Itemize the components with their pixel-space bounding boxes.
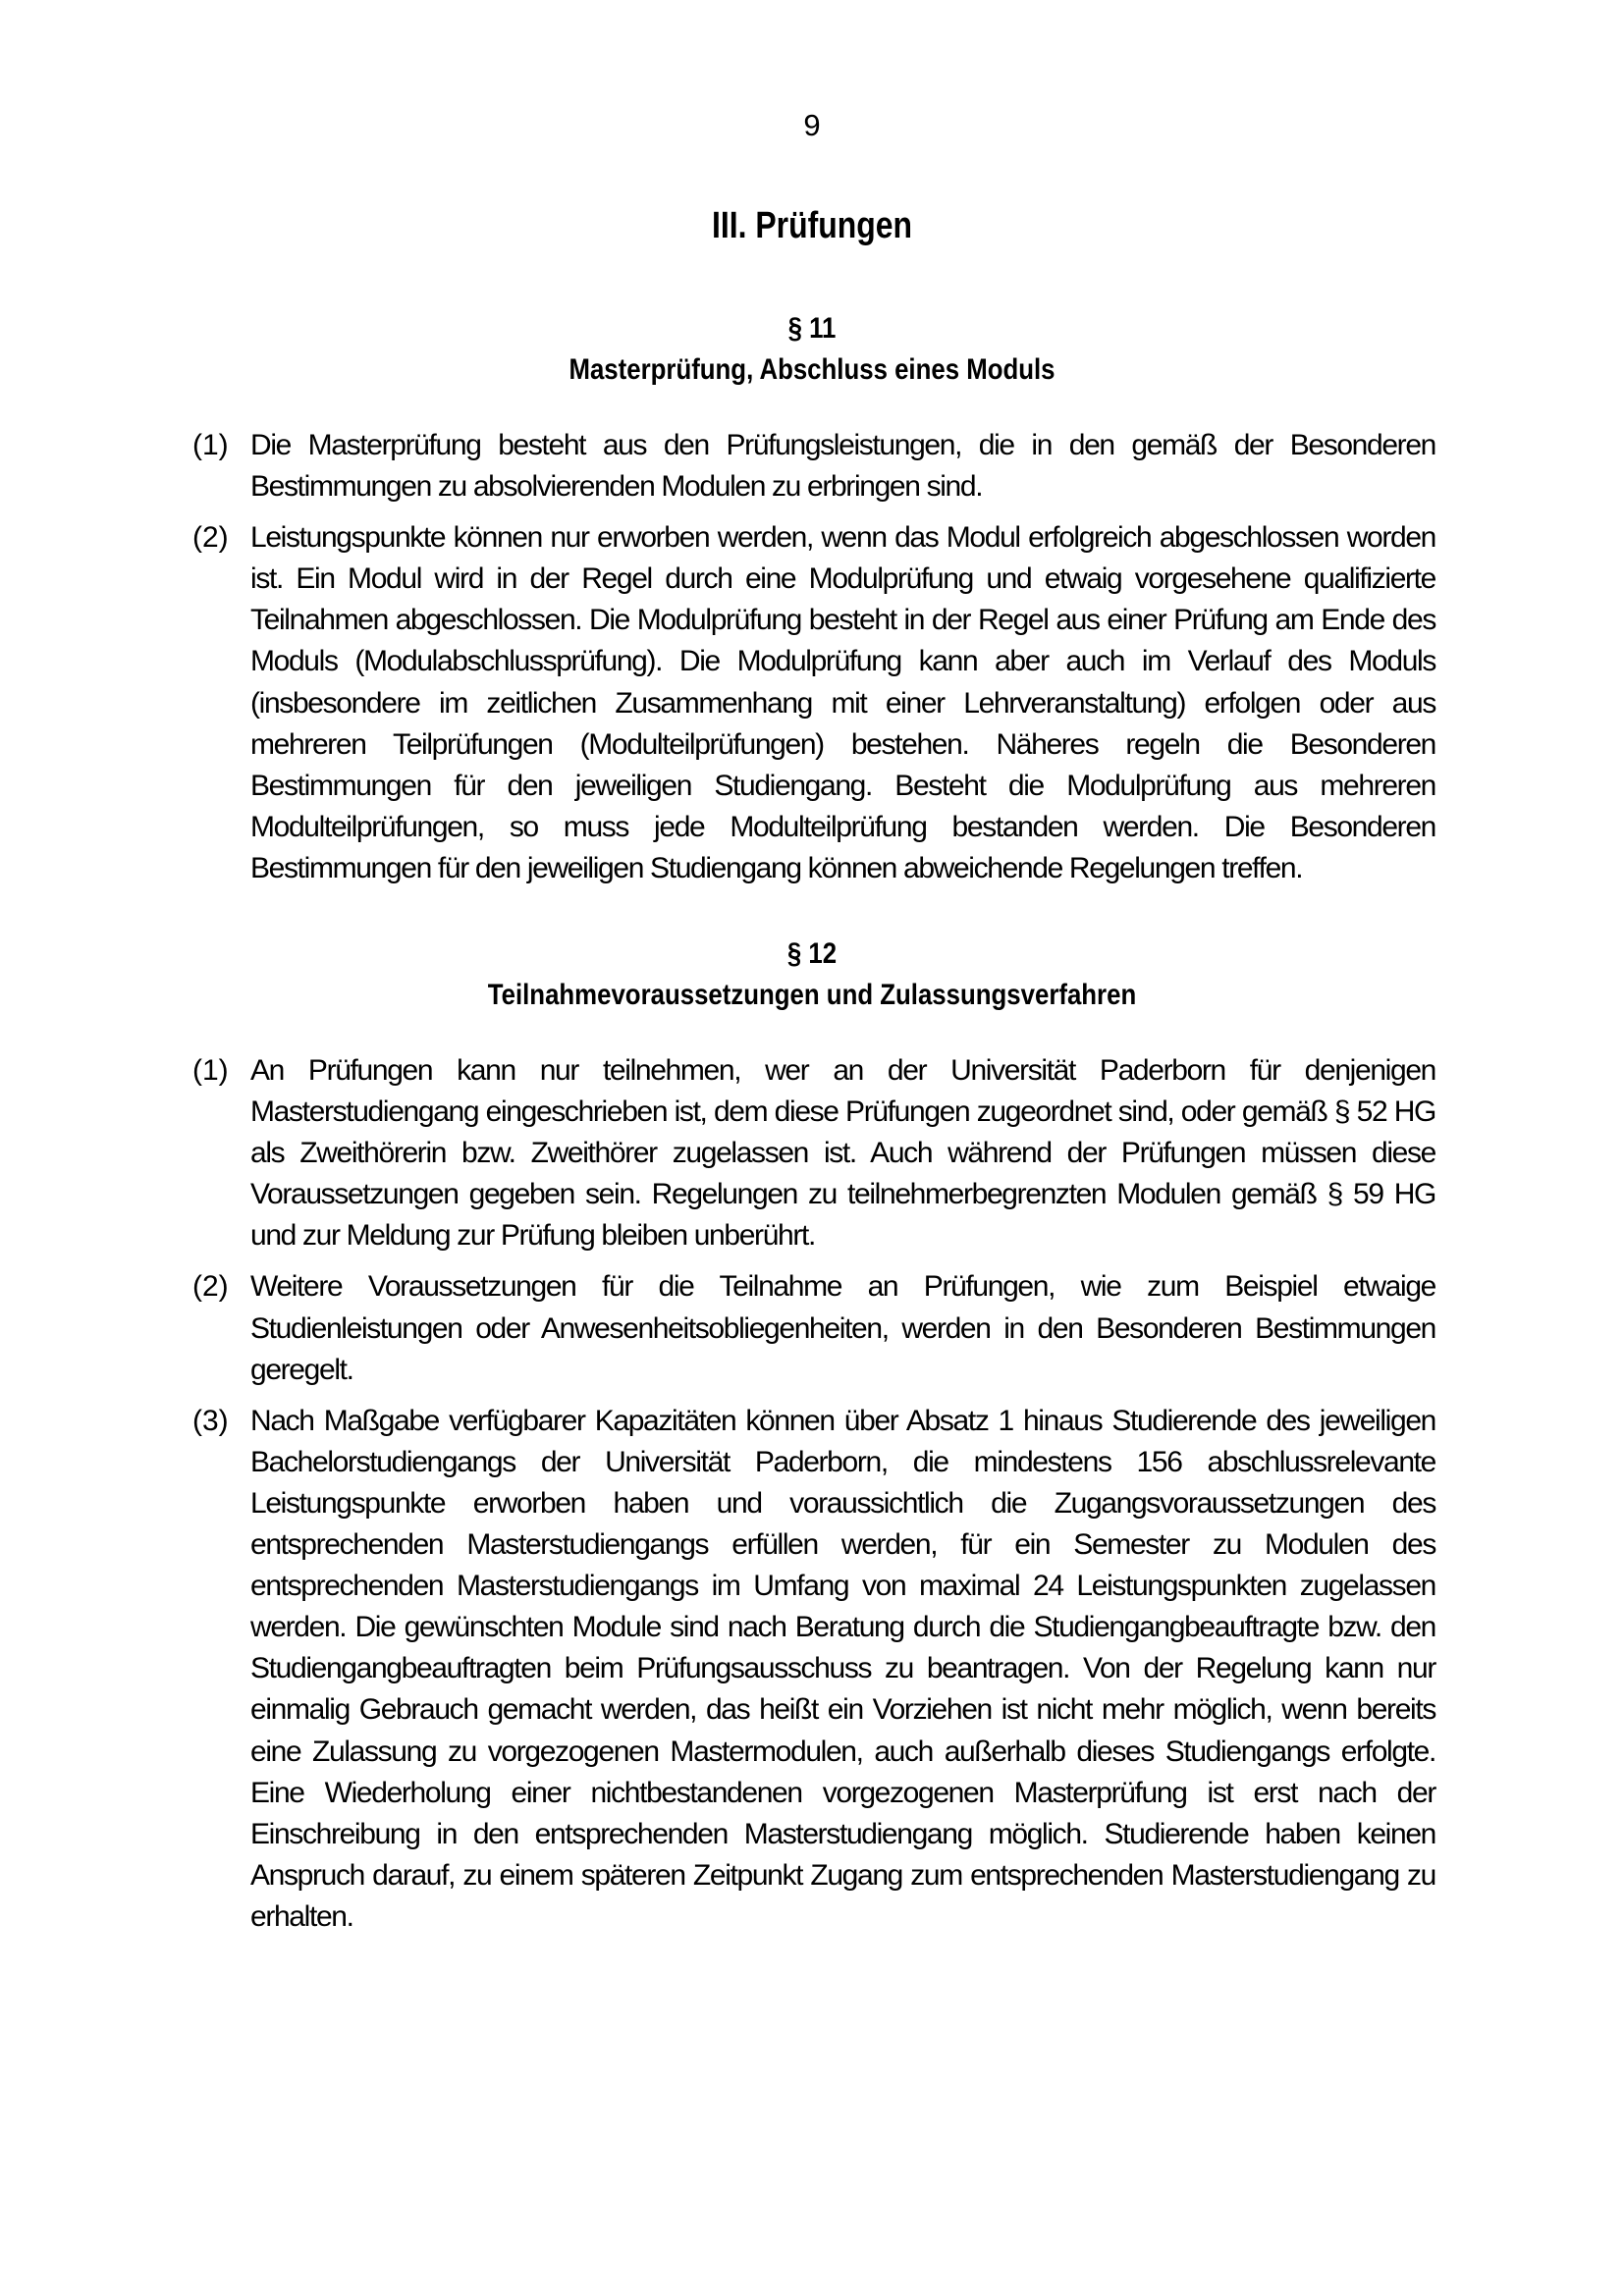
paragraph-12-3 (192, 1401, 1435, 1938)
paragraph-12-1 (192, 1050, 1435, 1256)
paragraph-number: (1) (192, 1054, 229, 1087)
paragraph-11-1 (192, 425, 1435, 507)
section-12 (0, 934, 1624, 1938)
section-12-title: Teilnahmevoraussetzungen und Zulassungsverfahren (487, 979, 1137, 1011)
section-11-paragraphs (0, 425, 1624, 889)
paragraph-number: (1) (192, 429, 229, 461)
page-number: 9 (803, 108, 821, 142)
section-12-mark: § 12 (786, 937, 838, 970)
section-11 (0, 308, 1624, 889)
paragraph-number: (2) (192, 521, 229, 555)
paragraph-number: (2) (192, 1270, 229, 1304)
paragraph-12-2 (192, 1266, 1435, 1390)
section-11-mark: § 11 (787, 312, 837, 345)
paragraph-text: Nach Maßgabe verfügbarer Kapazitäten können über Absatz 1 hinaus Studierende des jeweiligen Bachelorstudiengangs der Universität Paderborn, die mindestens 156 abschlussrelevante Leistungspunkte erworben haben und voraussichtlich die Zugangsvoraussetzungen des entsprechenden Masterstudiengangs erfüllen werden, für ein Semester zu Modulen des entsprechenden Masterstudiengangs im Umfang von maximal 24 Leistungspunkten zugelassen werden. Die gewünschten Module sind nach Beratung durch die Studiengangbeauftragte bzw. den Studiengangbeauftragten beim Prüfungsausschuss zu beantragen. Von der Regelung kann nur einmalig Gebrauch gemacht werden, das heißt ein Vorziehen ist nicht mehr möglich, wenn bereits eine Zulassung zu vorgezogenen Mastermodulen, auch außerhalb dieses Studiengangs erfolgte. Eine Wiederholung einer nichtbestandenen vorgezogenen Masterprüfung ist erst nach der Einschreibung in den entsprechenden Masterstudiengang möglich. Studierende haben keinen Anspruch darauf, zu einem späteren Zeitpunkt Zugang zum entsprechenden Masterstudiengang zu erhalten. (250, 1404, 1435, 1933)
section-12-paragraphs (0, 1050, 1624, 1938)
paragraph-text: Die Masterprüfung besteht aus den Prüfungsleistungen, die in den gemäß der Besonderen Bestimmungen zu absolvierenden Modulen zu erbringen sind. (250, 429, 1435, 504)
paragraph-text: Leistungspunkte können nur erworben werden, wenn das Modul erfolgreich abgeschlossen worden ist. Ein Modul wird in der Regel durch eine Modulprüfung und etwaig vorgesehene qualifizierte Teilnahmen abgeschlossen. Die Modulprüfung besteht in der Regel aus einer Prüfung am Ende des Moduls (Modulabschlussprüfung). Die Modulprüfung kann aber auch im Verlauf des Moduls (insbesondere im zeitlichen Zusammenhang mit einer Lehrveranstaltung) erfolgen oder aus mehreren Teilprüfungen (Modulteilprüfungen) bestehen. Näheres regeln die Besonderen Bestimmungen für den jeweiligen Studiengang. Besteht die Modulprüfung aus mehreren Modulteilprüfungen, so muss jede Modulteilprüfung bestanden werden. Die Besonderen Bestimmungen für den jeweiligen Studiengang können abweichende Regelungen treffen. (250, 521, 1435, 884)
paragraph-number: (3) (192, 1404, 229, 1437)
paragraph-11-2 (192, 517, 1435, 889)
section-11-title: Masterprüfung, Abschluss eines Moduls (568, 353, 1056, 386)
part-title: III. Prüfungen (712, 205, 912, 246)
paragraph-text: Weitere Voraussetzungen für die Teilnahme an Prüfungen, wie zum Beispiel etwaige Studienleistungen oder Anwesenheitsobliegenheiten, werden in den Besonderen Bestimmungen geregelt. (250, 1270, 1435, 1386)
paragraph-text: An Prüfungen kann nur teilnehmen, wer an der Universität Paderborn für denjenigen Masterstudiengang eingeschrieben ist, dem diese Prüfungen zugeordnet sind, oder gemäß § 52 HG als Zweithörerin bzw. Zweithörer zugelassen ist. Auch während der Prüfungen müssen diese Voraussetzungen gegeben sein. Regelungen zu teilnehmerbegrenzten Modulen gemäß § 59 HG und zur Meldung zur Prüfung bleiben unberührt. (250, 1054, 1435, 1253)
